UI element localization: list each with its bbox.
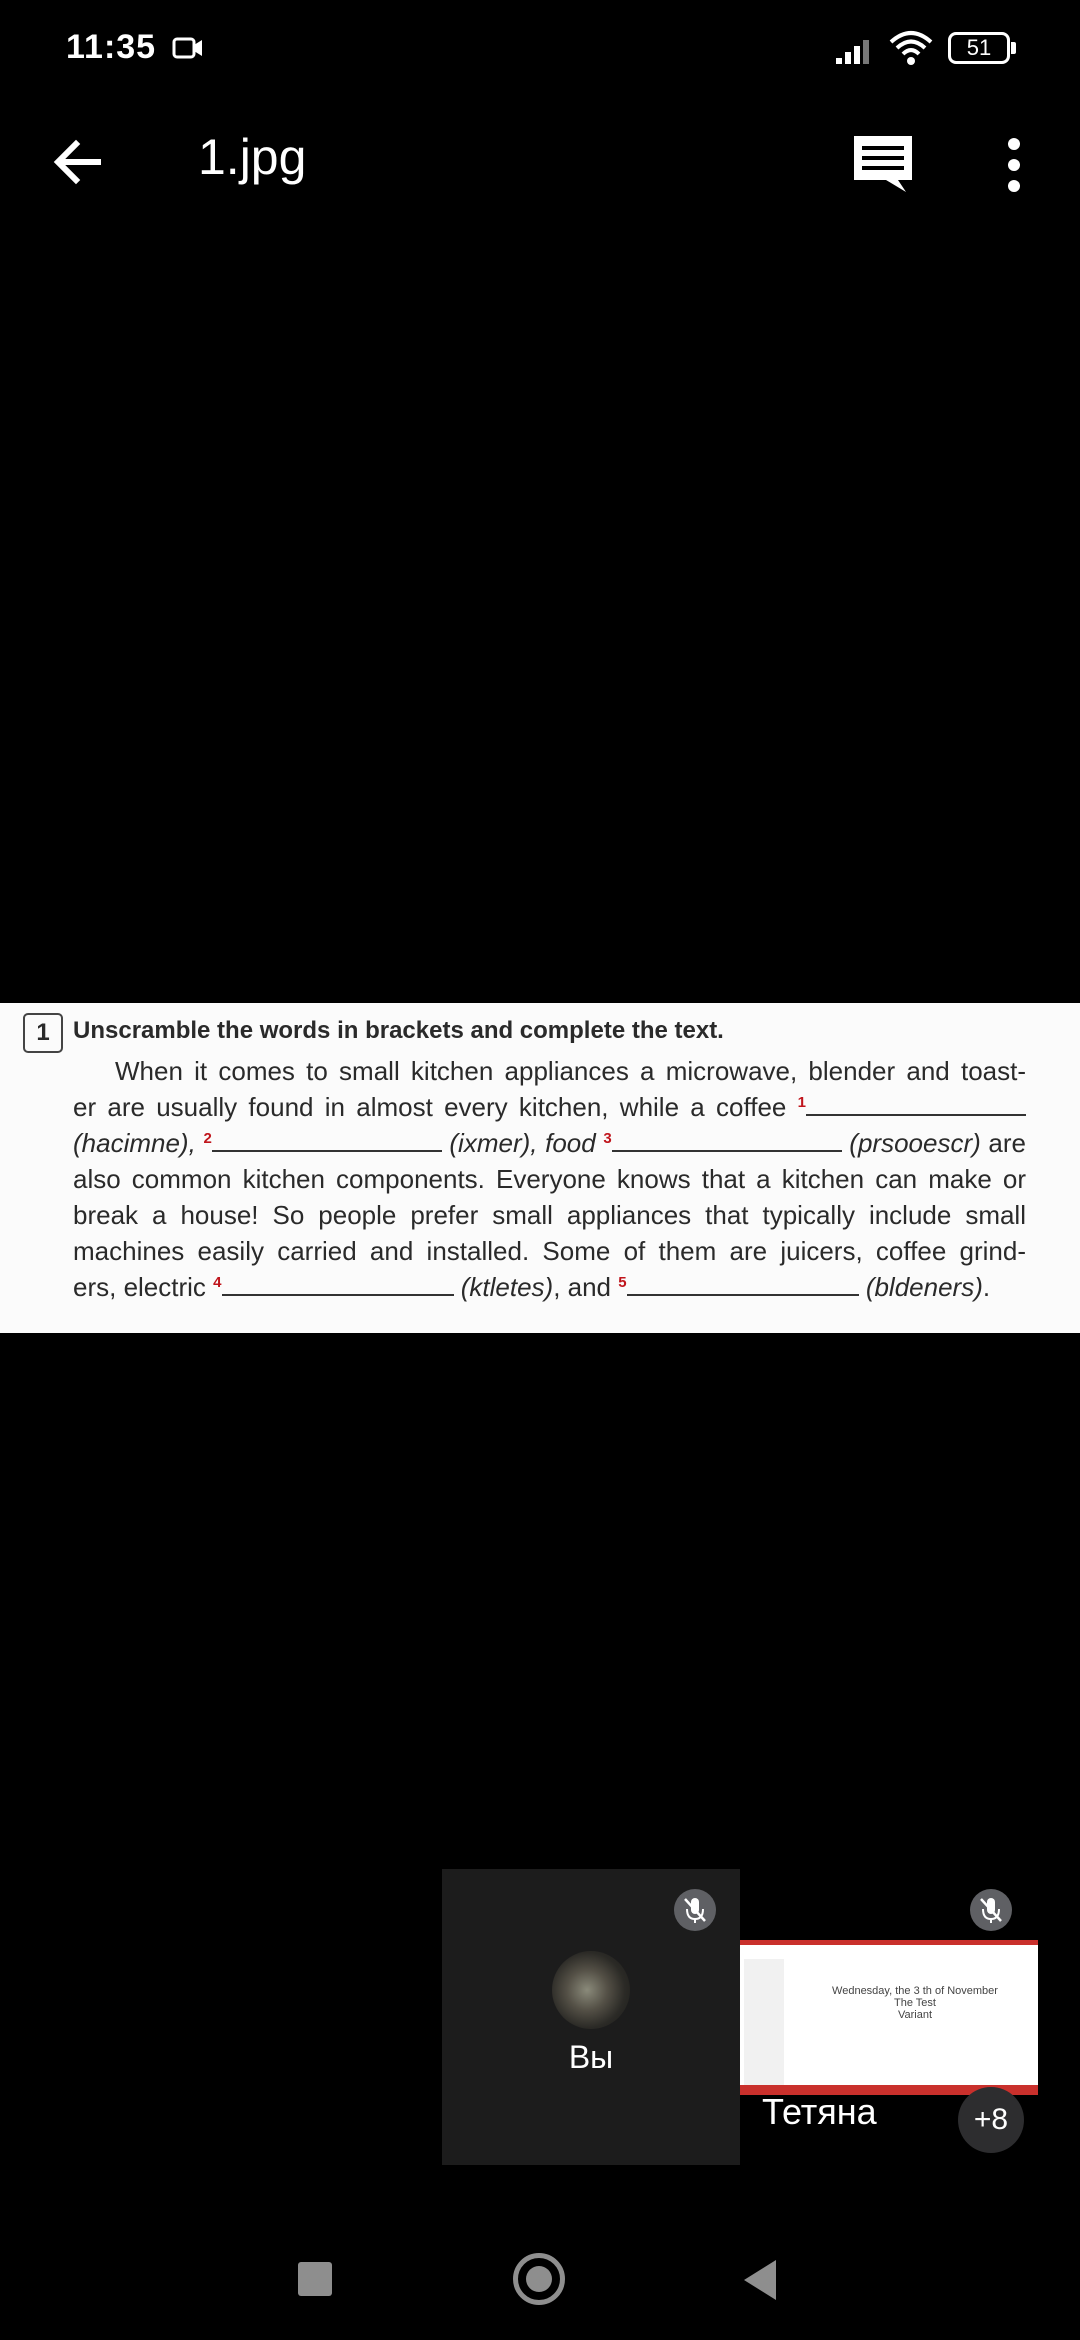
recents-button[interactable] bbox=[298, 2262, 332, 2296]
mic-muted-indicator bbox=[674, 1889, 716, 1931]
self-participant-tile[interactable] bbox=[442, 1869, 740, 2165]
gap-blank bbox=[806, 1096, 1026, 1116]
status-time: 11:35 bbox=[66, 28, 157, 66]
signal-icon bbox=[834, 34, 876, 66]
arrow-back-icon bbox=[46, 130, 110, 194]
text-line: also common kitchen components. Everyone knows that a kitchen can make or bbox=[73, 1164, 1026, 1194]
gap-blank bbox=[612, 1132, 842, 1152]
participant-tile[interactable] bbox=[740, 1869, 1038, 2165]
self-name-label: Вы bbox=[568, 2039, 614, 2075]
battery-tip bbox=[1011, 42, 1016, 54]
gap-blank bbox=[627, 1276, 859, 1296]
gap-blank bbox=[212, 1132, 442, 1152]
comment-icon bbox=[848, 130, 918, 200]
gap-number: 5 bbox=[618, 1274, 627, 1291]
text-line: er are usually found in almost every kitchen, while a coffee $^1$ bbox=[73, 1089, 1026, 1125]
more-vert-icon bbox=[990, 130, 1038, 200]
wifi-icon bbox=[888, 30, 934, 66]
text-line: ers, electric $^4$ (ktletes), and $^5$ (bldeners). bbox=[73, 1272, 991, 1302]
video-call-icon bbox=[172, 36, 204, 60]
mic-off-icon bbox=[674, 1889, 716, 1931]
back-button[interactable] bbox=[46, 130, 110, 194]
image-viewer[interactable] bbox=[0, 1003, 1080, 1333]
participant-name-label: Тетяна bbox=[762, 2091, 877, 2132]
exercise-text bbox=[73, 1053, 1026, 1305]
gap-number: 2 bbox=[203, 1130, 212, 1147]
comment-button[interactable] bbox=[848, 130, 918, 200]
screen-share-thumbnail bbox=[740, 1940, 1038, 2095]
text-line: break a house! So people prefer small appliances that typically include small bbox=[73, 1200, 1026, 1230]
gap-number: 3 bbox=[603, 1130, 612, 1147]
text-line: (hacimne), $^2$ (ixmer), food $^3$ (prsooescr) are bbox=[73, 1128, 1026, 1158]
exercise-number: 1 bbox=[23, 1013, 63, 1053]
gap-blank bbox=[222, 1276, 454, 1296]
gap-number: 4 bbox=[213, 1274, 222, 1291]
app-bar bbox=[0, 110, 1080, 210]
text-line: When it comes to small kitchen appliances a microwave, blender and toast- bbox=[115, 1056, 1026, 1086]
mic-muted-indicator bbox=[970, 1889, 1012, 1931]
more-options-button[interactable] bbox=[990, 130, 1038, 200]
back-nav-button[interactable] bbox=[744, 2260, 776, 2300]
battery-level: 51 bbox=[966, 35, 992, 60]
home-button[interactable] bbox=[513, 2253, 565, 2305]
file-title: 1.jpg bbox=[198, 129, 307, 185]
more-participants-badge[interactable]: +8 bbox=[958, 2087, 1024, 2153]
battery-icon bbox=[948, 32, 1010, 64]
slide-text: Wednesday, the 3 th of November The Test Variant bbox=[832, 1985, 998, 2021]
text-line: machines easily carried and installed. Some of them are juicers, coffee grind- bbox=[73, 1236, 1026, 1266]
status-bar bbox=[0, 0, 1080, 100]
exercise-heading: Unscramble the words in brackets and complete the text. bbox=[73, 1017, 724, 1044]
mic-off-icon bbox=[970, 1889, 1012, 1931]
navigation-bar bbox=[0, 2230, 1080, 2340]
home-icon-dot bbox=[526, 2266, 552, 2292]
gap-number: 1 bbox=[797, 1094, 806, 1111]
slide-thumbnails bbox=[744, 1959, 784, 2089]
avatar bbox=[552, 1951, 630, 2029]
